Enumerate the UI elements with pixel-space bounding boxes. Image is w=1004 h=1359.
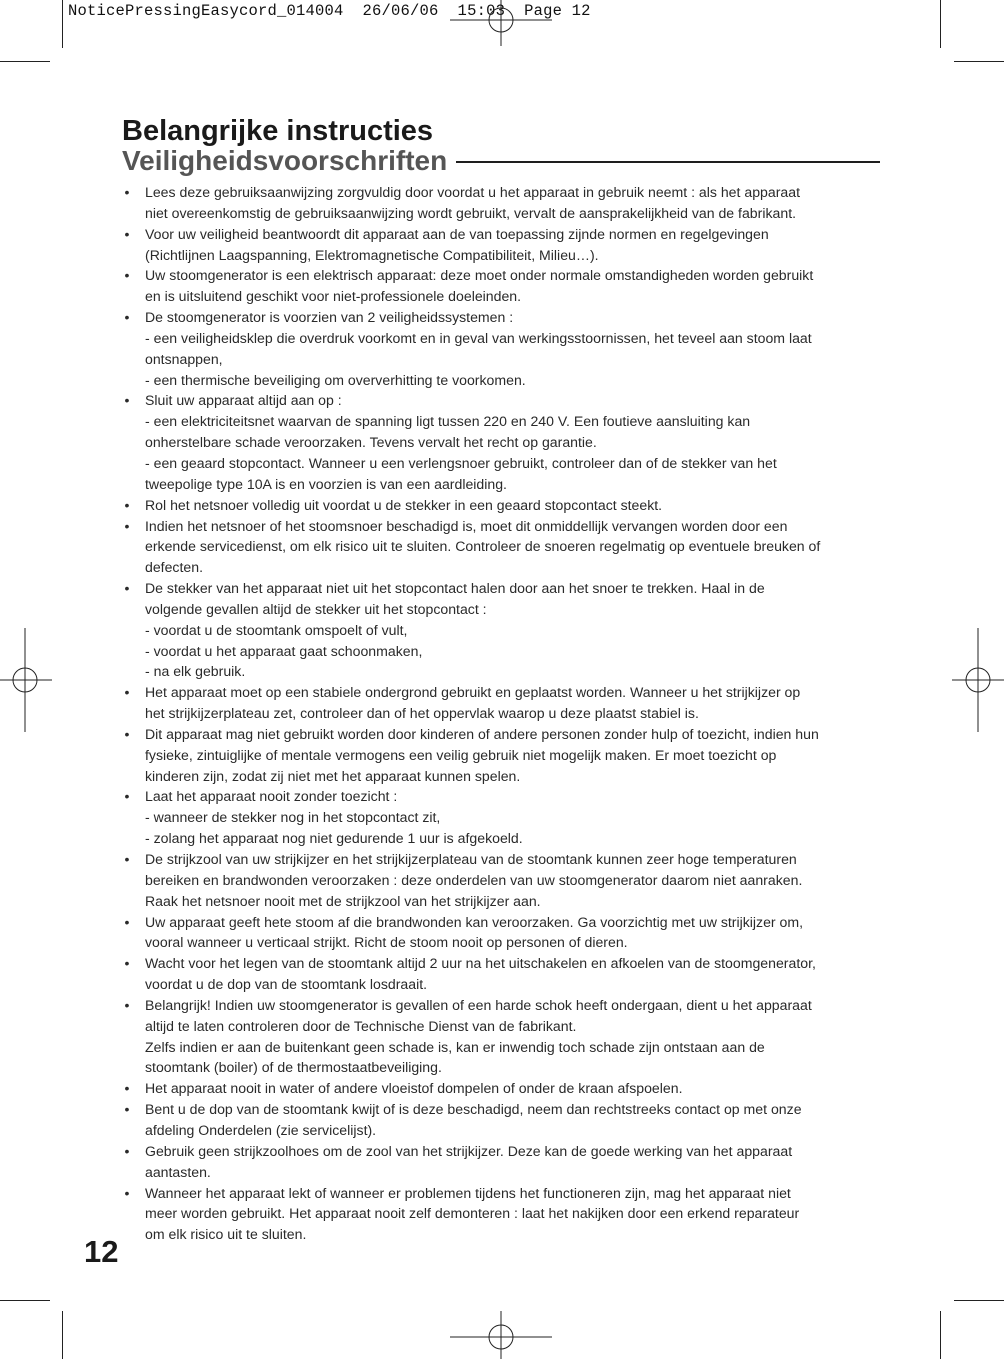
list-item-text-line: meer worden gebruikt. Het apparaat nooit zelf demonteren : laat het nakijken door een erkend reparateur [145,1205,800,1222]
list-item-text-line: niet overeenkomstig de gebruiksaanwijzing wordt gebruikt, vervalt de aansprakelijkheid van de fabrikant. [145,204,797,221]
bullet-icon: • [124,1080,130,1097]
list-item [122,953,882,995]
list-item-text-line: - wanneer de stekker nog in het stopcontact zit, [145,809,441,826]
list-item-text-line: aantasten. [145,1163,211,1180]
bullet-icon: • [124,1142,130,1159]
list-item-text-line: Uw apparaat geeft hete stoom af die brandwonden kan veroorzaken. Ga voorzichtig met uw strijkijzer om, [145,913,804,930]
list-item-text-line: - een elektriciteitsnet waarvan de spanning ligt tussen 220 en 240 V. Een foutieve aansluiting kan [145,413,751,430]
list-item-text-line: Dit apparaat mag niet gebruikt worden door kinderen of andere personen zonder hulp of toezicht, indien hun [145,725,819,742]
list-item-text-line: - zolang het apparaat nog niet gedurende 1 uur is afgekoeld. [145,830,523,847]
bullet-icon: • [124,392,130,409]
list-item-text-line: - een thermische beveiliging om oververhitting te voorkomen. [145,371,526,388]
list-item-text-line: Bent u de dop van de stoomtank kwijt of is deze beschadigd, neem dan rechtstreeks contact op met onze [145,1101,802,1118]
list-item [122,1141,882,1183]
list-item-text-line: Rol het netsnoer volledig uit voordat u de stekker in een geaard stopcontact steekt. [145,496,663,513]
list-item [122,849,882,912]
list-item-text-line: Sluit uw apparaat altijd aan op : [145,392,342,409]
list-item [122,578,882,682]
crop-mark-top-left-horizontal [0,61,50,62]
list-item-text-line: Gebruik geen strijkzoolhoes om de zool van het strijkijzer. Deze kan de goede werking van het apparaat [145,1142,793,1159]
page-number: 12 [84,1234,119,1269]
list-item [122,224,882,266]
list-item-text-line: Wacht voor het legen van de stoomtank altijd 2 uur na het uitschakelen en afkoelen van de stoomgenerator, [145,955,816,972]
crop-mark-top-right-vertical [940,0,941,48]
list-item-text-line: Laat het apparaat nooit zonder toezicht : [145,788,398,805]
page-title: Belangrijke instructies [122,115,434,147]
list-item-text-line: en is uitsluitend geschikt voor niet-professionele doeleinden. [145,288,522,305]
list-item [122,1099,882,1141]
bullet-icon: • [124,996,130,1013]
registration-mark-bottom-icon [450,1311,552,1359]
list-item [122,1078,882,1099]
crop-mark-top-left-vertical [62,0,63,48]
bullet-icon: • [124,517,130,534]
list-item [122,307,882,390]
list-item-text-line: De strijkzool van uw strijkijzer en het strijkijzerplateau van de stoomtank kunnen zeer hoge temperaturen [145,851,797,867]
list-item-text-line: Belangrijk! Indien uw stoomgenerator is gevallen of een harde schok heeft ondergaan, dient u het apparaat [145,996,812,1013]
list-item-text-line: - voordat u het apparaat gaat schoonmaken, [145,642,423,659]
list-item-text-line: Voor uw veiligheid beantwoordt dit apparaat aan de van toepassing zijnde normen en regelgevingen [145,225,769,242]
list-item-text-line: altijd te laten controleren door de Technische Dienst van de fabrikant. [145,1017,577,1034]
list-item-text-line: Zelfs indien er aan de buitenkant geen schade is, kan er inwendig toch schade zijn ontstaan aan de [145,1038,765,1055]
list-item [122,682,882,724]
list-item-text-line: Indien het netsnoer of het stoomsnoer beschadigd is, moet dit onmiddellijk vervangen worden door een [145,517,788,534]
bullet-icon: • [124,267,130,284]
list-item-text-line: Uw stoomgenerator is een elektrisch apparaat: deze moet onder normale omstandigheden worden gebruikt [145,267,814,284]
bullet-icon: • [124,913,130,930]
list-item-text-line: - na elk gebruik. [145,663,246,680]
registration-mark-top-icon [450,0,552,48]
list-item-text-line: voordat u de dop van de stoomtank losdraait. [145,976,428,993]
bullet-icon: • [124,955,130,972]
list-item-text-line: om elk risico uit te sluiten. [145,1226,307,1243]
section-subtitle: Veiligheidsvoorschriften [122,145,448,176]
list-item [122,390,882,494]
bullet-icon: • [124,225,130,242]
list-item-text-line: bereiken en brandwonden veroorzaken : deze onderdelen van uw stoomgenerator daarom niet aanraken. [145,871,803,888]
list-item-text-line: vooral wanneer u verticaal strijkt. Richt de stoom nooit op personen of dieren. [145,934,628,951]
crop-mark-top-right-horizontal [954,61,1004,62]
list-item-text-line: defecten. [145,559,203,576]
registration-mark-right-icon [952,628,1004,732]
bullet-icon: • [124,851,130,867]
list-item [122,182,882,224]
crop-mark-bottom-left-horizontal [0,1300,50,1301]
list-item-text-line: onherstelbare schade veroorzaken. Tevens vervalt het recht op garantie. [145,434,597,451]
bullet-icon: • [124,184,130,200]
list-item [122,516,882,579]
bullet-icon: • [124,788,130,805]
list-item-text-line: (Richtlijnen Laagspanning, Elektromagnetische Compatibiliteit, Milieu…). [145,246,599,263]
list-item-text-line: ontsnappen, [145,350,223,367]
list-item-text-line: De stekker van het apparaat niet uit het stopcontact halen door aan het snoer te trekken. Haal in de [145,580,765,597]
list-item-text-line: fysieke, zintuiglijke of mentale vermogens een veilig gebruik niet mogelijk maken. Er moet toezicht op [145,746,777,763]
list-item-text-line: - voordat u de stoomtank omspoelt of vult, [145,621,408,638]
list-item [122,995,882,1078]
print-slug: NoticePressingEasycord_014004 26/06/06 15:03 Page 12 [68,2,591,20]
list-item-text-line: tweepolige type 10A is en voorzien is van een aardleiding. [145,475,507,492]
list-item-text-line: stoomtank (boiler) of de thermostaatbeveiliging. [145,1059,442,1076]
list-item-text-line: Raak het netsnoer nooit met de strijkzool van het strijkijzer aan. [145,892,541,909]
bullet-icon: • [124,496,130,513]
bullet-icon: • [124,684,130,701]
bullet-icon: • [124,1101,130,1118]
list-item-text-line: Het apparaat moet op een stabiele ondergrond gebruikt en geplaatst worden. Wanneer u het strijkijzer op [145,684,801,701]
list-item [122,495,882,516]
list-item-text-line: Lees deze gebruiksaanwijzing zorgvuldig door voordat u het apparaat in gebruik neemt : als het apparaat [145,184,800,200]
safety-instructions-list [122,182,882,1245]
bullet-icon: • [124,725,130,742]
list-item [122,786,882,849]
list-item-text-line: - een geaard stopcontact. Wanneer u een verlengsnoer gebruikt, controleer dan of de stekker van het [145,454,777,471]
crop-mark-bottom-right-horizontal [954,1300,1004,1301]
crop-mark-bottom-left-vertical [62,1311,63,1359]
registration-mark-left-icon [0,628,52,732]
list-item-text-line: - een veiligheidsklep die overdruk voorkomt en in geval van werkingsstoornissen, het teveel aan stoom laat [145,329,812,346]
list-item [122,1183,882,1246]
list-item-text-line: kinderen zijn, zodat zij niet met het apparaat kunnen spelen. [145,767,521,784]
list-item-text-line: afdeling Onderdelen (zie servicelijst). [145,1121,377,1138]
list-item [122,724,882,787]
list-item-text-line: volgende gevallen altijd de stekker uit het stopcontact : [145,600,487,617]
list-item [122,265,882,307]
list-item-text-line: erkende servicedienst, om elk risico uit te sluiten. Controleer de snoeren regelmatig op eventuele breuken of [145,538,821,555]
list-item-text-line: het strijkijzerplateau zet, controleer dan of het oppervlak waarop u deze plaatst stabiel is. [145,705,699,722]
list-item-text-line: Wanneer het apparaat lekt of wanneer er problemen tijdens het functioneren zijn, mag het apparaat niet [145,1184,791,1201]
list-item-text-line: De stoomgenerator is voorzien van 2 veiligheidssystemen : [145,309,514,326]
list-item-text-line: Het apparaat nooit in water of andere vloeistof dompelen of onder de kraan afspoelen. [145,1080,683,1097]
bullet-icon: • [124,580,130,597]
title-rule-divider [456,161,880,163]
list-item [122,912,882,954]
bullet-icon: • [124,309,130,326]
crop-mark-bottom-right-vertical [940,1311,941,1359]
bullet-icon: • [124,1184,130,1201]
